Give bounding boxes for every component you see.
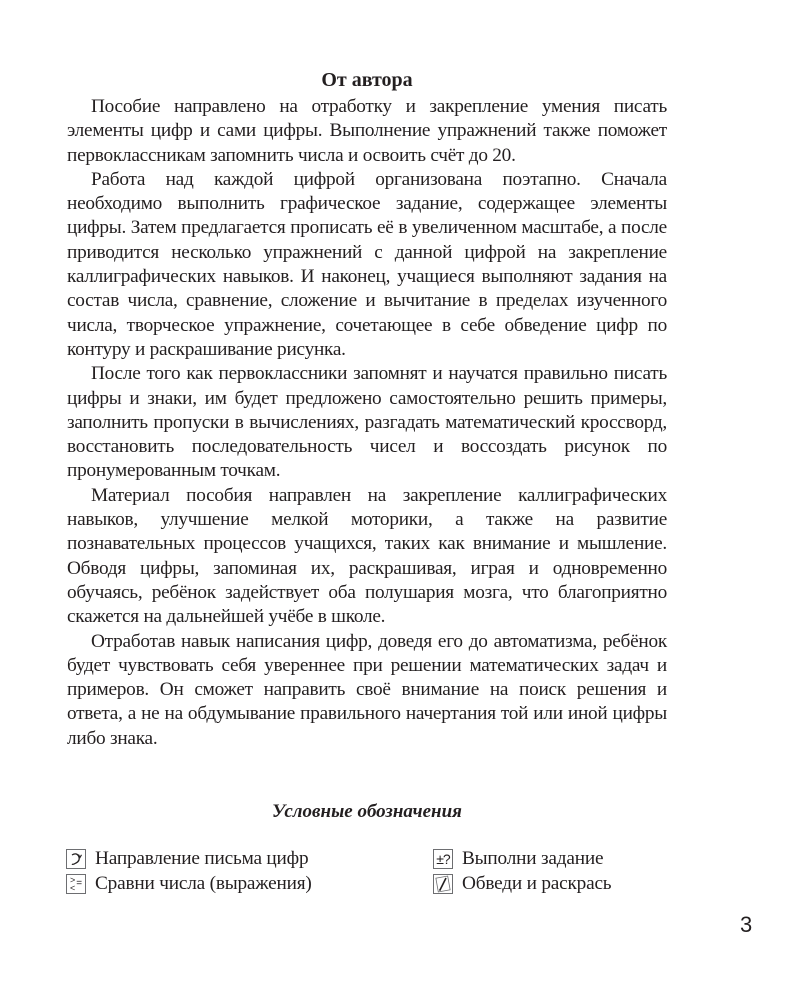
legend-item-trace-and-color: [433, 871, 611, 896]
legend-title: Условные обозначения: [272, 801, 462, 822]
author-foreword: [67, 68, 667, 751]
writing-direction-icon: [66, 849, 86, 869]
less-sign: <: [69, 882, 76, 893]
legend-label: Выполни задание: [462, 847, 604, 869]
page-title: От автора: [321, 69, 413, 91]
paragraph-1: Пособие направлено на отработку и закрепление умения писать элементы цифр и сами цифры. Выполнение упражнений также поможет первоклассникам запомнить числа и освоить счёт до 20.: [67, 96, 667, 166]
compare-icon: [66, 874, 86, 894]
task-icon-glyph: ±?: [436, 850, 450, 867]
legend-label: Направление письма цифр: [95, 847, 309, 869]
greater-sign: >: [69, 874, 76, 885]
legend: [66, 846, 686, 896]
legend-row: [66, 846, 686, 871]
page-number: 3: [740, 912, 753, 937]
legend-item-writing-direction: [66, 846, 308, 871]
paragraph-3: После того как первоклассники запомнят и научатся правильно писать цифры и знаки, им будет предложено самостоятельно решить примеры, заполнить пропуски в вычислениях, разгадать математический кроссворд, восстановить последовательность чисел и воссоздать рисунок по пронумерованным точкам.: [67, 363, 667, 482]
legend-label: Сравни числа (выражения): [95, 872, 312, 894]
compare-icon-signs: [70, 876, 75, 892]
paragraph-5: Отработав навык написания цифр, доведя его до автоматизма, ребёнок будет чувствовать себя увереннее при решении математических задач и примеров. Он сможет направить своё внимание на поиск решения и ответа, а не на обдумывание правильного начертания той или иной цифры либо знака.: [67, 630, 667, 749]
paragraph-2: Работа над каждой цифрой организована поэтапно. Сначала необходимо выполнить графическое задание, содержащее элементы цифры. Затем предлагается прописать её в увеличенном масштабе, а после приводится несколько упражнений с данной цифрой на закрепление каллиграфических навыков. И наконец, учащиеся выполняют задания на состав числа, сравнение, сложение и вычитание в пределах изученного числа, творческое упражнение, сочетающее в себе обведение цифр по контуру и раскрашивание рисунка.: [67, 168, 667, 360]
legend-label: Обведи и раскрась: [462, 872, 612, 894]
legend-item-compare: [66, 871, 312, 896]
paragraph-4: Материал пособия направлен на закрепление каллиграфических навыков, улучшение мелкой моторики, а также на развитие познавательных процессов учащихся, таких как внимание и мышление. Обводя цифры, запоминая их, раскрашивая, играя и одновременно обучаясь, ребёнок задействует оба полушария мозга, что благоприятно скажется на дальнейшей учёбе в школе.: [67, 484, 667, 628]
trace-and-color-icon: [433, 874, 453, 894]
legend-row: [66, 871, 686, 896]
task-icon: [433, 849, 453, 869]
equals-sign: =: [76, 877, 83, 889]
legend-item-task: [433, 846, 603, 871]
